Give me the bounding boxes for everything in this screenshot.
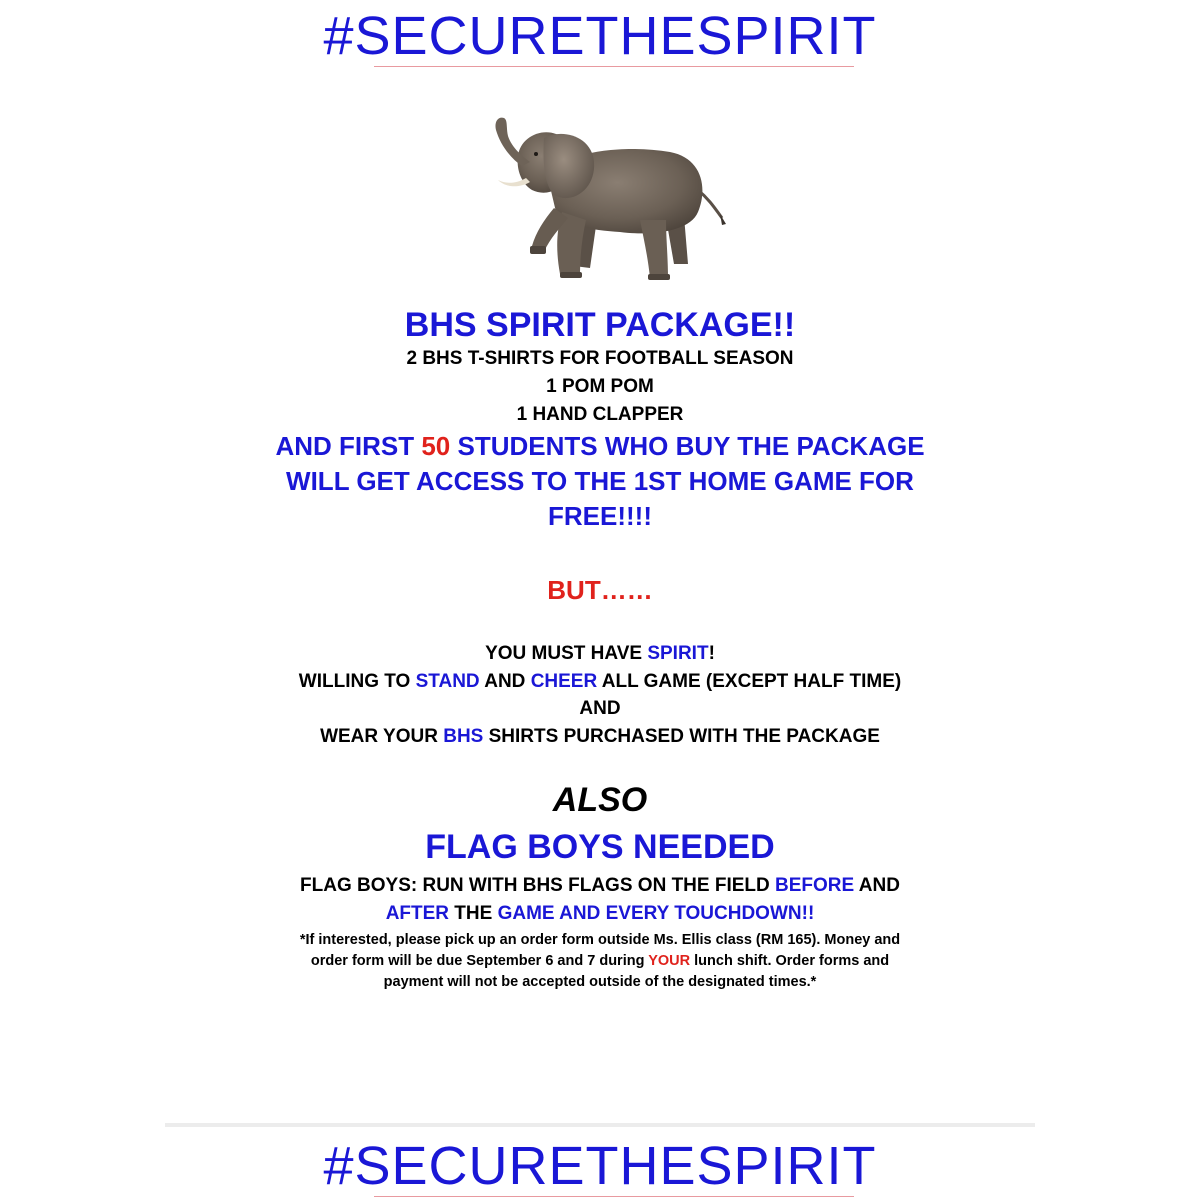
condition-spirit-text-c: !: [708, 643, 715, 664]
header-underline: [374, 66, 854, 67]
promo-text-a: AND FIRST: [275, 431, 422, 461]
promo-number: 50: [421, 431, 451, 461]
flag-line1-text-a: FLAG BOYS: RUN WITH BHS FLAGS ON THE FIELD: [300, 875, 776, 896]
package-item-clapper: 1 HAND CLAPPER: [516, 404, 684, 425]
flag-line2-text-b: THE: [449, 903, 498, 924]
condition-and: AND: [579, 698, 621, 719]
condition-spirit-word: SPIRIT: [647, 643, 709, 664]
but-text: BUT……: [547, 575, 653, 605]
condition-and-text: AND: [479, 671, 531, 692]
condition-wear-text-c: SHIRTS PURCHASED WITH THE PACKAGE: [483, 726, 880, 747]
promo-line-1: [0, 429, 1200, 464]
note-line-2: [0, 951, 1200, 971]
flag-after-word: AFTER: [385, 903, 450, 924]
flag-line1-text-c: AND: [854, 875, 900, 896]
condition-wear-shirts: [0, 723, 1200, 751]
flag-boys-line-1: [0, 871, 1200, 901]
package-item-shirts: 2 BHS T-SHIRTS FOR FOOTBALL SEASON: [406, 348, 794, 369]
condition-spirit: [0, 640, 1200, 668]
page-divider: [165, 1123, 1035, 1127]
flag-boys-title: FLAG BOYS NEEDED: [425, 828, 775, 866]
also-heading: ALSO: [552, 781, 648, 819]
footer-underline: [374, 1196, 854, 1197]
condition-stand-word: STAND: [415, 671, 480, 692]
note-line2-text-c: lunch shift. Order forms and: [690, 953, 890, 969]
flag-game-touchdown-text: GAME AND EVERY TOUCHDOWN!!: [497, 903, 815, 924]
flag-boys-line-2: [0, 899, 1200, 929]
promo-line-2: WILL GET ACCESS TO THE 1ST HOME GAME FOR: [286, 466, 914, 496]
note-line-3: payment will not be accepted outside of the designated times.*: [383, 974, 817, 990]
promo-line-3: FREE!!!!: [548, 501, 652, 531]
package-item-pompom: 1 POM POM: [546, 376, 654, 397]
condition-stand-cheer: [0, 668, 1200, 696]
condition-cheer-word: CHEER: [530, 671, 598, 692]
promo-text-b: STUDENTS WHO BUY THE PACKAGE: [450, 431, 925, 461]
header-hashtag: #SECURETHESPIRIT: [323, 6, 877, 66]
elephant-icon: [470, 108, 740, 288]
footer-hashtag: #SECURETHESPIRIT: [323, 1136, 877, 1196]
condition-stand-text-a: WILLING TO: [298, 671, 416, 692]
note-your-word: YOUR: [648, 953, 691, 969]
note-line-1: *If interested, please pick up an order form outside Ms. Ellis class (RM 165). Money and: [299, 932, 901, 948]
package-title: BHS SPIRIT PACKAGE!!: [404, 306, 796, 344]
condition-wear-text-a: WEAR YOUR: [320, 726, 444, 747]
flag-before-word: BEFORE: [775, 875, 855, 896]
note-line2-text-a: order form will be due September 6 and 7 during: [310, 953, 649, 969]
condition-spirit-text-a: YOU MUST HAVE: [485, 643, 648, 664]
condition-halftime-text: ALL GAME (EXCEPT HALF TIME): [597, 671, 902, 692]
condition-bhs-word: BHS: [443, 726, 484, 747]
